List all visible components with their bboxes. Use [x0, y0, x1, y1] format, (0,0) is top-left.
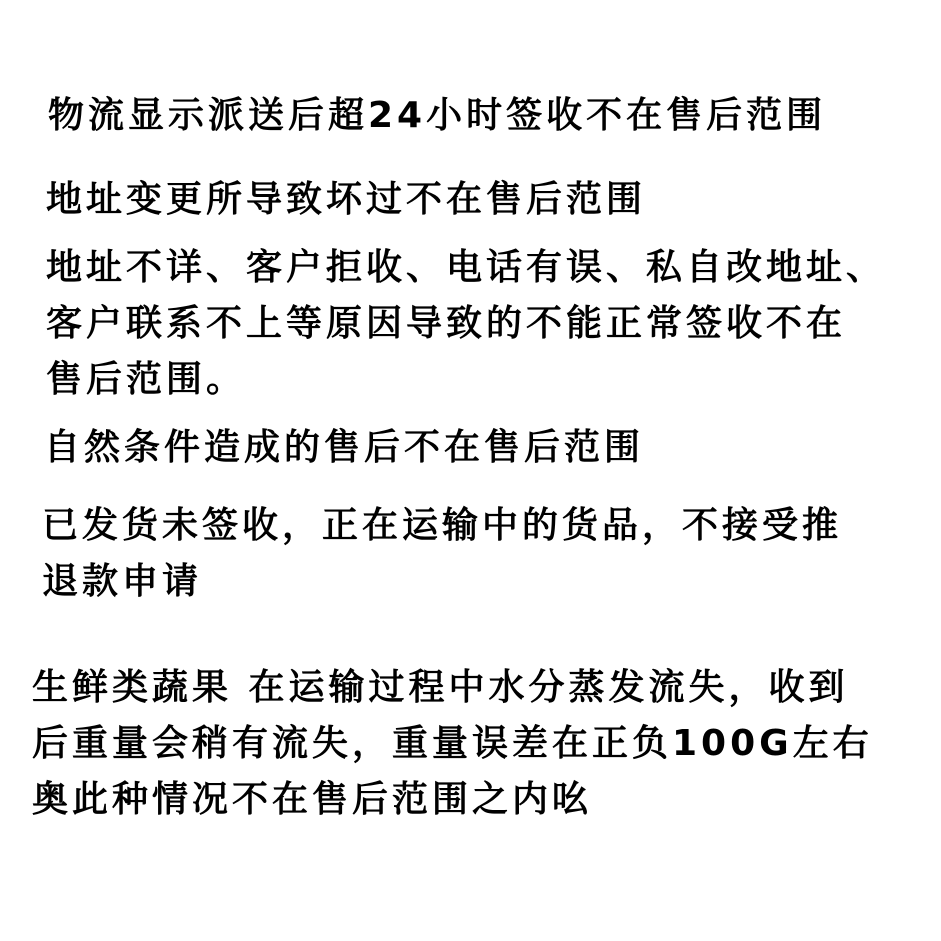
notice-rule-fresh-produce-line1: 生鲜类蔬果 在运输过程中水分蒸发流失，收到 — [32, 667, 849, 708]
notice-rule-24h-sign: 物流显示派送后超24小时签收不在售后范围 — [48, 95, 827, 136]
notice-rule-address-change: 地址变更所导致坏过不在售后范围 — [46, 179, 647, 220]
notice-rule-failed-delivery-line1: 地址不详、客户拒收、电话有误、私自改地址、 — [46, 247, 887, 288]
notice-rule-in-transit-line2: 退款申请 — [42, 561, 203, 602]
notice-rule-fresh-produce-line3: 奥此种情况不在售后范围之内吆 — [32, 779, 593, 820]
notice-rule-failed-delivery-line2: 客户联系不上等原因导致的不能正常签收不在 — [46, 303, 847, 344]
notice-rule-in-transit-line1: 已发货未签收，正在运输中的货品，不接受推 — [42, 505, 843, 546]
notice-rule-fresh-produce-line2: 后重量会稍有流失，重量误差在正负100G左右 — [32, 723, 873, 764]
notice-rule-natural-conditions: 自然条件造成的售后不在售后范围 — [44, 427, 645, 468]
notice-rule-failed-delivery-line3: 售后范围。 — [46, 359, 247, 400]
